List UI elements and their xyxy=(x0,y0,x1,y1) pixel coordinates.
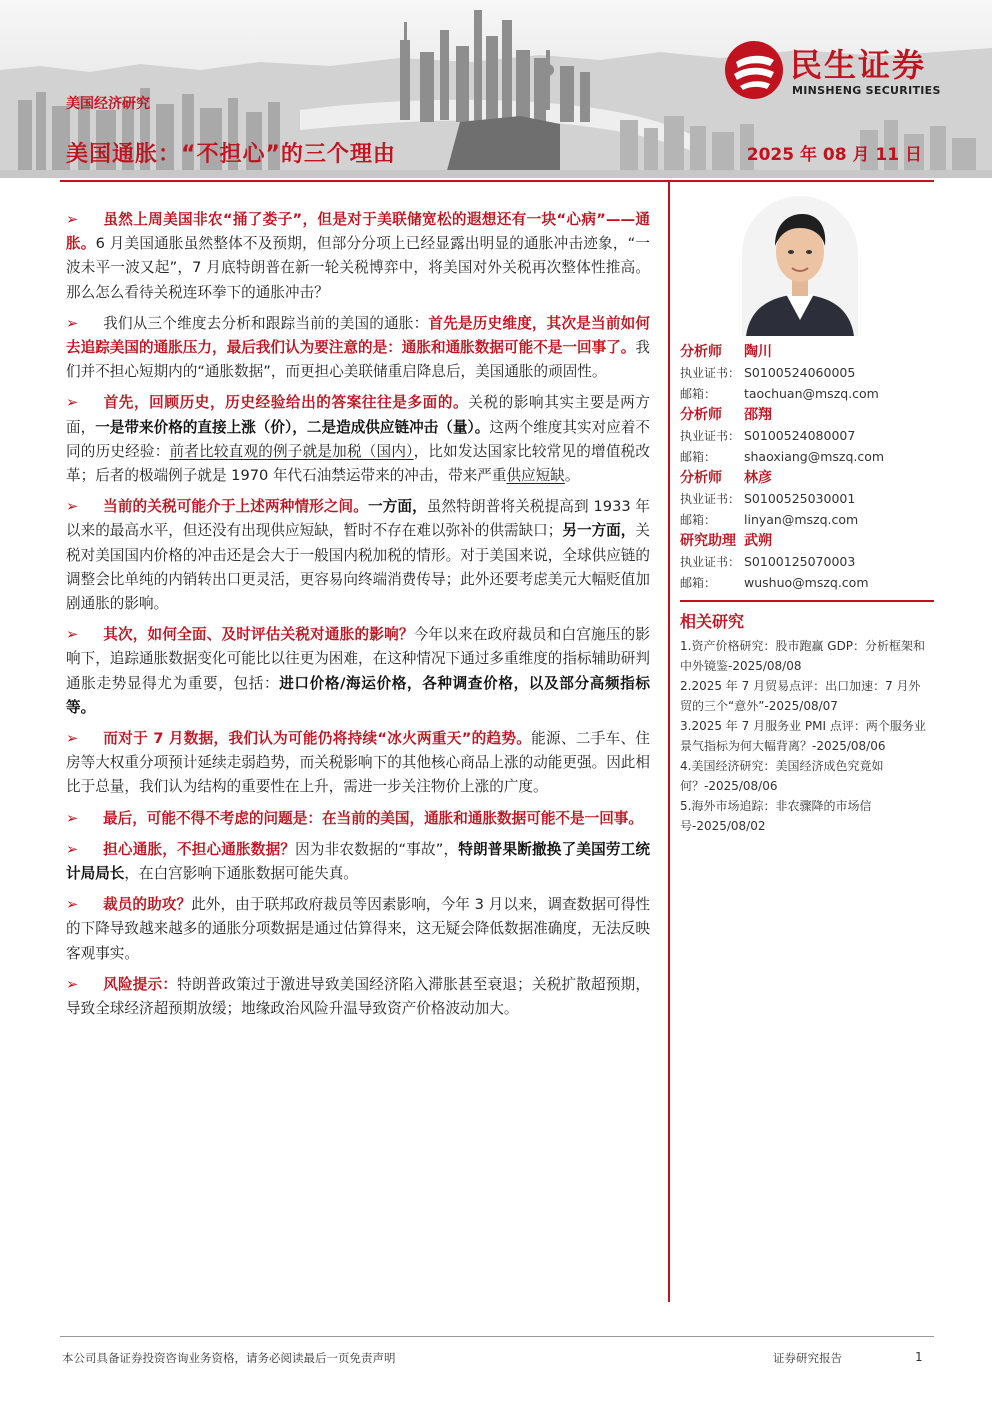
summary-paragraph xyxy=(66,893,650,966)
analyst-portrait-image xyxy=(742,196,858,336)
paragraph-text: 一是带来价格的直接上涨（价），二是造成供应链冲击（量）。 xyxy=(95,418,490,436)
paragraph-text: 虽然特朗普将关税提高到 1933 年以来的最高水平，但还没有出现供应短缺，暂时不存在难以弥补的供需缺口； xyxy=(66,498,650,540)
analyst-mail-row xyxy=(680,447,934,468)
summary-paragraph xyxy=(66,391,650,488)
analyst-cert-row xyxy=(680,363,934,384)
summary-paragraph xyxy=(66,623,650,720)
bullet-arrow-icon: ➢ xyxy=(66,840,79,858)
analyst-name-row xyxy=(680,342,934,363)
paragraph-text: ，在白宫影响下通胀数据可能失真。 xyxy=(124,865,358,883)
analyst-list xyxy=(680,342,934,594)
analyst-cert-row xyxy=(680,489,934,510)
analyst-name-row xyxy=(680,531,934,552)
logo-en-text: MINSHENG SECURITIES xyxy=(792,84,941,97)
cert-number: S0100524080007 xyxy=(744,428,856,443)
paragraph-text: 供应短缺 xyxy=(506,467,565,485)
report-type: 美国经济研究 xyxy=(66,96,150,112)
paragraph-text: 今年以来在政府裁员和白宫施压的影响下，追踪通胀数据变化可能比以往更为困难，在这种情况下通过多重维度的指标辅助研判通胀走势显得尤为重要，包括： xyxy=(66,626,650,692)
paragraph-text: 我们并不担心短期内的“通胀数据”，而更担心美联储重启降息后，美国通胀的顽固性。 xyxy=(66,339,650,381)
paragraph-text: 能源、二手车、住房等大权重分项预计延续走弱趋势，而关税影响下的其他核心商品上涨的动能更强。因此相比于总量，我们认为结构的重要性在上升，需进一步关注物价上涨的广度。 xyxy=(66,730,650,796)
analyst-name: 武朔 xyxy=(744,533,772,549)
analyst-mail-row xyxy=(680,510,934,531)
cert-label: 执业证书： xyxy=(680,555,741,569)
paragraph-text: 首先是历史维度，其次是当前如何去追踪美国的通胀压力，最后我们认为要注意的是：通胀和通胀数据可能不是一回事了。 xyxy=(66,314,650,357)
paragraph-text: 担心通胀，不担心通胀数据？ xyxy=(103,840,296,858)
cert-label: 执业证书： xyxy=(680,429,741,443)
bullet-arrow-icon: ➢ xyxy=(66,498,79,516)
related-item[interactable]: 1.资产价格研究：股市跑赢 GDP：分析框架和中外镜鉴-2025/08/08 xyxy=(680,639,926,673)
footer-divider xyxy=(60,1336,934,1337)
paragraph-text: 因为非农数据的“事故”， xyxy=(295,840,459,858)
report-title: 美国通胀：“不担心”的三个理由 xyxy=(66,142,396,167)
paragraph-text: 这两个维度其实对应着不同的历史经验： xyxy=(66,418,650,460)
analyst-cert-row xyxy=(680,552,934,573)
analyst-mail-row xyxy=(680,384,934,405)
related-list xyxy=(680,636,932,836)
company-logo xyxy=(724,38,964,108)
email-link[interactable]: linyan@mszq.com xyxy=(744,512,859,527)
email-link[interactable]: shaoxiang@mszq.com xyxy=(744,449,885,464)
bullet-arrow-icon: ➢ xyxy=(66,730,79,748)
bullet-arrow-icon: ➢ xyxy=(66,896,79,914)
bullet-arrow-icon: ➢ xyxy=(66,211,79,228)
paragraph-text: 另一方面， xyxy=(562,522,636,540)
paragraph-text: 此外，由于联邦政府裁员等因素影响，今年 3 月以来，调查数据可得性的下降导致越来越多的通胀分项数据是通过估算得来，这无疑会降低数据准确度，无法反映客观事实。 xyxy=(66,896,650,962)
analyst-role: 研究助理 xyxy=(680,533,736,549)
minsheng-logo-icon xyxy=(724,40,784,100)
header-banner xyxy=(0,0,992,178)
page-number: 1 xyxy=(915,1350,923,1364)
footer-disclaimer: 本公司具备证券投资咨询业务资格，请务必阅读最后一页免责声明 xyxy=(62,1351,396,1365)
email-link[interactable]: taochuan@mszq.com xyxy=(744,386,879,401)
analyst-photo xyxy=(742,196,858,336)
related-item[interactable]: 2.2025 年 7 月贸易点评：出口加速：7 月外贸的三个“意外”-2025/08/07 xyxy=(680,679,921,713)
bullet-arrow-icon: ➢ xyxy=(66,626,79,644)
cert-number: S0100525030001 xyxy=(744,491,856,506)
paragraph-text: 我们从三个维度去分析和跟踪当前的美国的通胀： xyxy=(103,314,429,332)
mail-label: 邮箱： xyxy=(680,576,717,590)
related-item[interactable]: 3.2025 年 7 月服务业 PMI 点评：两个服务业景气指标为何大幅背离？-2025/08/06 xyxy=(680,719,926,753)
paragraph-text: 前者比较直观的例子就是加税（国内） xyxy=(169,442,414,460)
summary-paragraph xyxy=(66,973,650,1021)
column-divider xyxy=(668,182,670,1302)
logo-cn-text: 民生证券 xyxy=(790,46,927,84)
bullet-arrow-icon: ➢ xyxy=(66,809,79,827)
paragraph-text: 而对于 7 月数据，我们认为可能仍将持续“冰火两重天”的趋势。 xyxy=(103,730,532,748)
paragraph-text: 虽然上周美国非农“捅了娄子”，但是对于美联储宽松的遐想还有一块“心病”——通胀。 xyxy=(66,211,650,253)
summary-paragraph xyxy=(66,807,650,831)
paragraph-text: 其次，如何全面、及时评估关税对通胀的影响？ xyxy=(103,626,414,644)
cert-label: 执业证书： xyxy=(680,366,741,380)
paragraph-text: 特朗普政策过于激进导致美国经济陷入滞胀甚至衰退；关税扩散超预期，导致全球经济超预期放缓；地缘政治风险升温导致资产价格波动加大。 xyxy=(66,975,650,1018)
report-date: 2025 年 08 月 11 日 xyxy=(746,145,922,165)
mail-label: 邮箱： xyxy=(680,513,717,527)
paragraph-text: 裁员的助攻？ xyxy=(103,896,192,914)
analyst-name: 邵翔 xyxy=(744,407,772,423)
analyst-name: 林彦 xyxy=(744,470,772,486)
summary-paragraph xyxy=(66,838,650,886)
paragraph-text: 进口价格/海运价格，各种调查价格，以及部分高频指标等。 xyxy=(66,674,650,716)
footer-doc-type: 证券研究报告 xyxy=(773,1351,842,1365)
analyst-role: 分析师 xyxy=(680,470,722,486)
analyst-role: 分析师 xyxy=(680,344,722,360)
paragraph-text: 特朗普果断撤换了美国劳工统计局局长 xyxy=(66,840,650,883)
analyst-cert-row xyxy=(680,426,934,447)
analyst-role: 分析师 xyxy=(680,407,722,423)
mail-label: 邮箱： xyxy=(680,387,717,401)
related-item[interactable]: 4.美国经济研究：美国经济成色究竟如何？-2025/08/06 xyxy=(680,759,884,793)
bullet-arrow-icon: ➢ xyxy=(66,975,79,993)
related-item[interactable]: 5.海外市场追踪：非农骤降的市场信号-2025/08/02 xyxy=(680,799,872,833)
summary-paragraph xyxy=(66,312,650,385)
cert-number: S0100524060005 xyxy=(744,365,856,380)
analyst-mail-row xyxy=(680,573,934,594)
bullet-arrow-icon: ➢ xyxy=(66,314,79,332)
related-title: 相关研究 xyxy=(680,612,745,631)
email-link[interactable]: wushuo@mszq.com xyxy=(744,575,869,590)
bullet-arrow-icon: ➢ xyxy=(66,394,79,412)
header-divider xyxy=(60,180,934,182)
paragraph-text: ，比如发达国家比较常见的增值税改革；后者的极端例子就是 1970 年代石油禁运带来的冲击，带来严重 xyxy=(66,442,650,485)
summary-paragraph xyxy=(66,208,650,305)
paragraph-text: 风险提示： xyxy=(103,975,178,993)
cert-number: S0100125070003 xyxy=(744,554,856,569)
analyst-name-row xyxy=(680,468,934,489)
paragraph-text: 首先，回顾历史，历史经验给出的答案往往是多面的。 xyxy=(103,394,469,412)
paragraph-text: 关税的影响其实主要是两方面， xyxy=(66,394,650,436)
summary-column xyxy=(66,208,650,1028)
related-divider xyxy=(680,600,934,602)
paragraph-text: 。 xyxy=(564,467,580,485)
paragraph-text: 当前的关税可能介于上述两种情形之间。 xyxy=(103,498,368,516)
paragraph-text: 6 月美国通胀虽然整体不及预期，但部分分项上已经显露出明显的通胀冲击迹象，“一波未平一波又起”，7 月底特朗普在新一轮关税博弈中，将美国对外关税再次整体性推高。那么怎么看待关税连环拳下的通胀冲击？ xyxy=(66,235,650,301)
paragraph-text: 关税对美国国内价格的冲击还是会大于一般国内税加税的情形。对于美国来说，全球供应链的调整会比单纯的内销转出口更灵活，更容易向终端消费传导；此外还要考虑美元大幅贬值加剧通胀的影响。 xyxy=(66,522,650,613)
paragraph-text: 最后，可能不得不考虑的问题是：在当前的美国，通胀和通胀数据可能不是一回事。 xyxy=(103,809,643,827)
paragraph-text: 一方面， xyxy=(368,498,427,516)
analyst-name: 陶川 xyxy=(744,344,772,360)
cert-label: 执业证书： xyxy=(680,492,741,506)
summary-paragraph xyxy=(66,727,650,800)
analyst-name-row xyxy=(680,405,934,426)
summary-paragraph xyxy=(66,495,650,616)
mail-label: 邮箱： xyxy=(680,450,717,464)
